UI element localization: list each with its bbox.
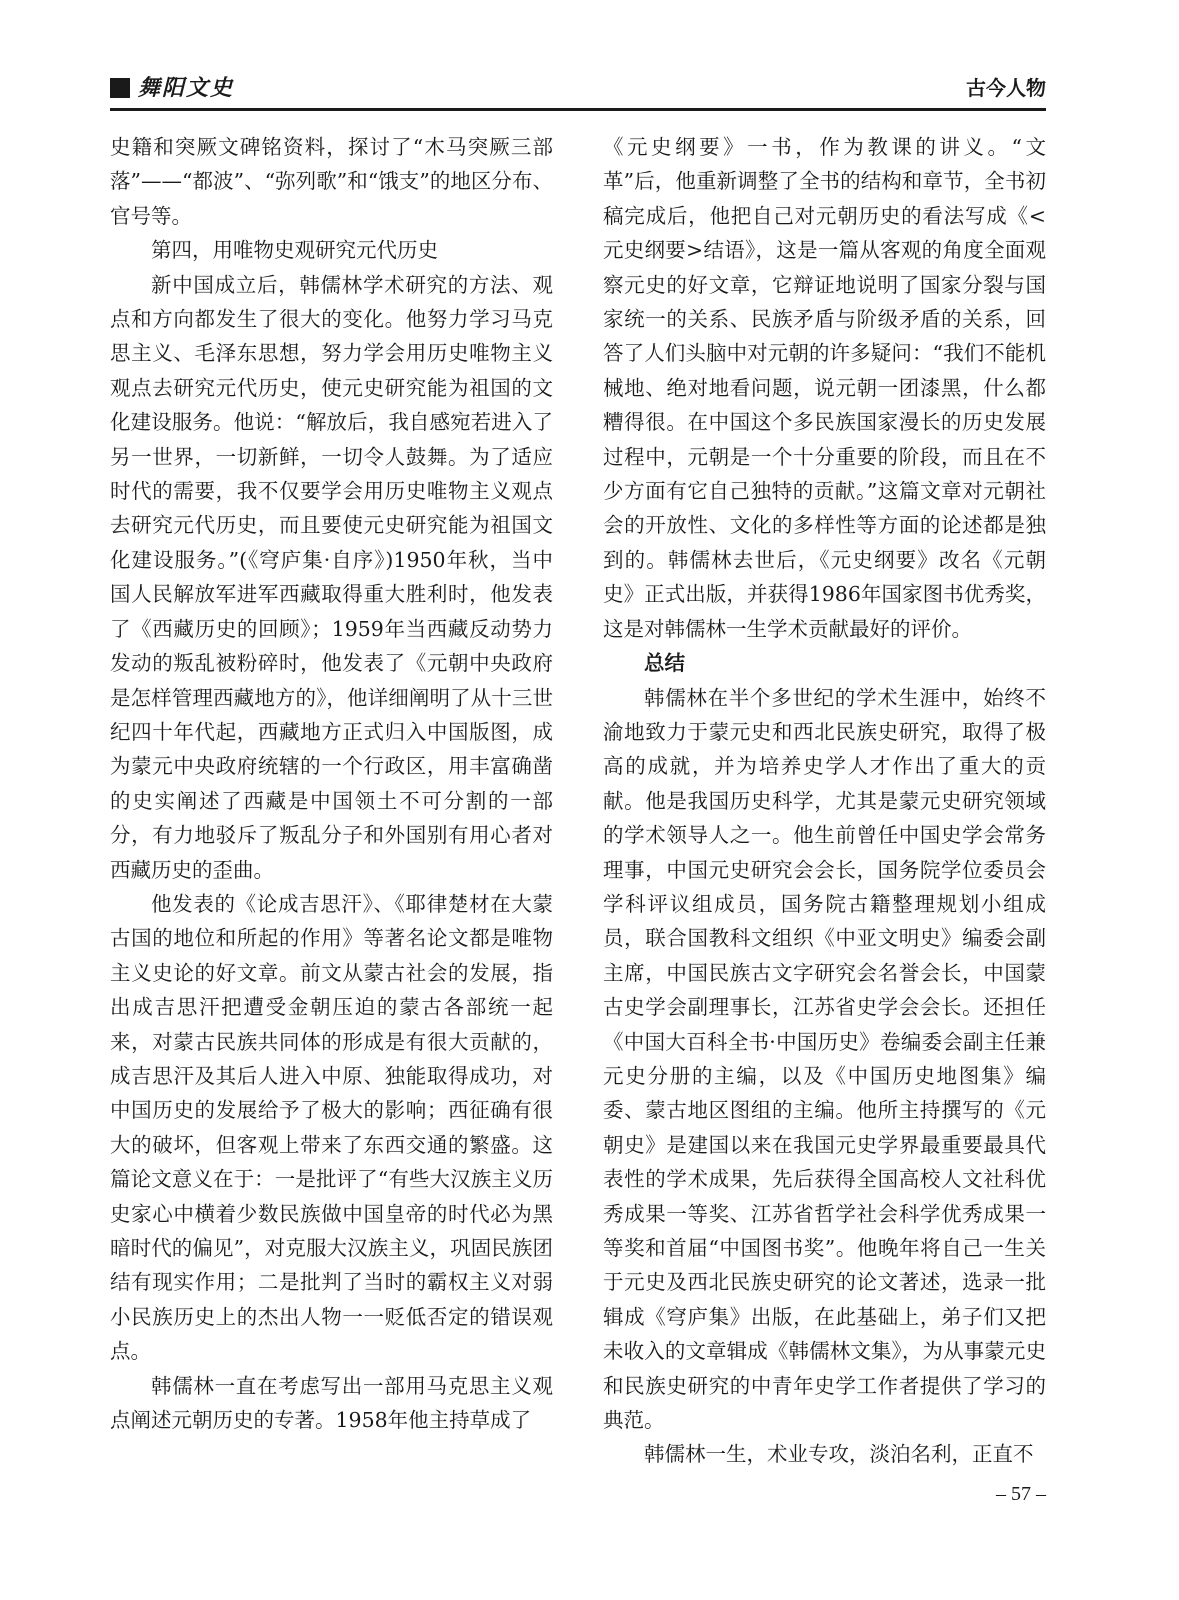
- section-heading-4: 第四，用唯物史观研究元代历史: [151, 238, 438, 263]
- summary-heading: 总结: [644, 651, 685, 676]
- right-paragraph-3: 韩儒林一生，术业专攻，淡泊名利，正直不: [644, 1442, 1034, 1467]
- left-paragraph-2: 新中国成立后，韩儒林学术研究的方法、观点和方向都发生了很大的变化。他努力学习马克思主义、毛泽东思想，努力学会用历史唯物主义观点去研究元代历史，使元史研究能为祖国的文化建设服务。他说：“解放后，我自感宛若进入了另一世界，一切新鲜，一切令人鼓舞。为了适应时代的需要，我不仅要学会用历史唯物主义观点去研究元代历史，而且要使元史研究能为祖国文化建设服务。”(《穹庐集·自序》)1950年秋，当中国人民解放军进军西藏取得重大胜利时，他发表了《西藏历史的回顾》；1959年当西藏反动势力发动的叛乱被粉碎时，他发表了《元朝中央政府是怎样管理西藏地方的》，他详细阐明了从十三世纪四十年代起，西藏地方正式归入中国版图，成为蒙元中央政府统辖的一个行政区，用丰富确凿的史实阐述了西藏是中国领土不可分割的一部分，有力地驳斥了叛乱分子和外国别有用心者对西藏历史的歪曲。: [110, 272, 553, 882]
- header-rule: [110, 108, 1046, 111]
- left-paragraph-3: 他发表的《论成吉思汗》、《耶律楚材在大蒙古国的地位和所起的作用》等著名论文都是唯物主义史论的好文章。前文从蒙古社会的发展，指出成吉思汗把遭受金朝压迫的蒙古各部统一起来，对蒙古民族共同体的形成是有很大贡献的，成吉思汗及其后人进入中原、独能取得成功，对中国历史的发展给予了极大的影响；西征确有很大的破坏，但客观上带来了东西交通的繁盛。这篇论文意义在于：一是批评了“有些大汉族主义历史家心中横着少数民族做中国皇帝的时代必为黑暗时代的偏见”，对克服大汉族主义，巩固民族团结有现实作用；二是批判了当时的霸权主义对弱小民族历史上的杰出人物一一贬低否定的错误观点。: [110, 891, 553, 1364]
- header-square-mark: [110, 78, 130, 98]
- section-title: 古今人物: [966, 76, 1046, 100]
- right-column: [603, 130, 1046, 1472]
- journal-title: 舞阳文史: [138, 75, 235, 101]
- right-paragraph-1: 《元史纲要》一书，作为教课的讲义。“文革”后，他重新调整了全书的结构和章节，全书初稿完成后，他把自己对元朝历史的看法写成《<元史纲要>结语》，这是一篇从客观的角度全面观察元史的好文章，它辩证地说明了国家分裂与国家统一的关系、民族矛盾与阶级矛盾的关系，回答了人们头脑中对元朝的许多疑问：“我们不能机械地、绝对地看问题，说元朝一团漆黑，什么都糟得很。在中国这个多民族国家漫长的历史发展过程中，元朝是一个十分重要的阶段，而且在不少方面有它自己独特的贡献。”这篇文章对元朝社会的开放性、文化的多样性等方面的论述都是独到的。韩儒林去世后，《元史纲要》改名《元朝史》正式出版，并获得1986年国家图书优秀奖，这是对韩儒林一生学术贡献最好的评价。: [603, 135, 1046, 641]
- left-paragraph-1: 史籍和突厥文碑铭资料，探讨了“木马突厥三部落”——“都波”、“弥列歌”和“饿支”的地区分布、官号等。: [110, 135, 553, 228]
- page-header: [110, 74, 1046, 106]
- right-paragraph-2: 韩儒林在半个多世纪的学术生涯中，始终不渝地致力于蒙元史和西北民族史研究，取得了极高的成就，并为培养史学人才作出了重大的贡献。他是我国历史科学，尤其是蒙元史研究领域的学术领导人之一。他生前曾任中国史学会常务理事，中国元史研究会会长，国务院学位委员会学科评议组成员，国务院古籍整理规划小组成员，联合国教科文组织《中亚文明史》编委会副主席，中国民族古文字研究会名誉会长，中国蒙古史学会副理事长，江苏省史学会会长。还担任《中国大百科全书·中国历史》卷编委会副主任兼元史分册的主编，以及《中国历史地图集》编委、蒙古地区图组的主编。他所主持撰写的《元朝史》是建国以来在我国元史学界最重要最具代表性的学术成果，先后获得全国高校人文社科优秀成果一等奖、江苏省哲学社会科学优秀成果一等奖和首届“中国图书奖”。他晚年将自己一生关于元史及西北民族史研究的论文著述，选录一批辑成《穹庐集》出版，在此基础上，弟子们又把未收入的文章辑成《韩儒林文集》，为从事蒙元史和民族史研究的中青年史学工作者提供了学习的典范。: [603, 685, 1046, 1433]
- left-paragraph-4: 韩儒林一直在考虑写出一部用马克思主义观点阐述元朝历史的专著。1958年他主持草成了: [110, 1373, 553, 1433]
- left-column: [110, 130, 553, 1437]
- page-number: – 57 –: [996, 1483, 1046, 1505]
